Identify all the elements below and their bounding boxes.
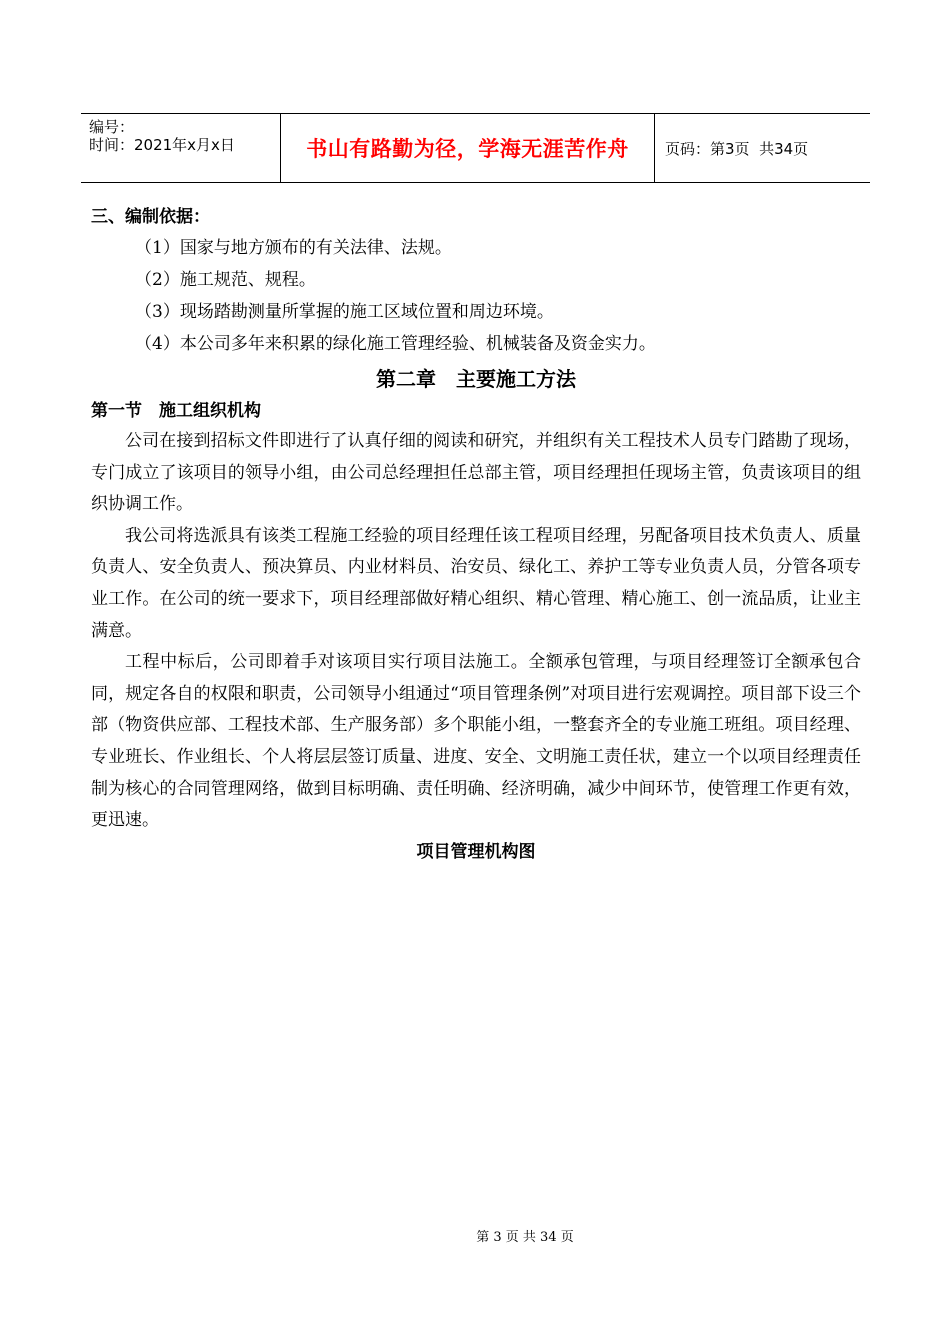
document-number-label: 编号：: [89, 118, 135, 136]
header-table: [81, 113, 870, 183]
figure-title: 项目管理机构图: [416, 841, 536, 862]
page-footer: [0, 1226, 950, 1245]
basis-heading: 三、编制依据：: [91, 207, 210, 227]
header-page-info-cell: [655, 114, 870, 182]
basis-item: （1）国家与地方颁布的有关法律、法规。: [135, 238, 452, 258]
footer-page-number: 第 3 页 共 34 页: [476, 1230, 574, 1245]
chapter-title: 第二章 主要施工方法: [376, 367, 576, 391]
body-paragraph: 工程中标后，公司即着手对该项目实行项目法施工。全额承包管理，与项目经理签订全额承包合同，规定各自的权限和职责，公司领导小组通过“项目管理条例”对项目进行宏观调控。项目部下设三个部（物资供应部、工程技术部、生产服务部）多个职能小组，一整套齐全的专业施工班组。项目经理、专业班长、作业组长、个人将层层签订质量、进度、安全、文明施工责任状，建立一个以项目经理责任制为核心的合同管理网络，做到目标明确、责任明确、经济明确，减少中间环节，使管理工作更有效，更迅速。: [91, 652, 861, 831]
header-left-cell: [81, 114, 281, 182]
section-title: 第一节 施工组织机构: [91, 401, 261, 421]
basis-item: （4）本公司多年来积累的绿化施工管理经验、机械装备及资金实力。: [135, 334, 656, 354]
basis-item: （3）现场踏勘测量所掌握的施工区域位置和周边环境。: [135, 302, 554, 322]
body-paragraph: 公司在接到招标文件即进行了认真仔细的阅读和研究，并组织有关工程技术人员专门踏勘了现场，专门成立了该项目的领导小组，由公司总经理担任总部主管，项目经理担任现场主管，负责该项目的组织协调工作。: [91, 431, 861, 515]
basis-item: （2）施工规范、规程。: [135, 270, 316, 290]
header-motto: 书山有路勤为径，学海无涯苦作舟: [281, 114, 655, 182]
body-paragraph: 我公司将选派具有该类工程施工经验的项目经理任该工程项目经理，另配备项目技术负责人、质量负责人、安全负责人、预决算员、内业材料员、治安员、绿化工、养护工等专业负责人员，分管各项专业工作。在公司的统一要求下，项目经理部做好精心组织、精心管理、精心施工、创一流品质，让业主满意。: [91, 525, 861, 641]
document-date: 时间：2021年x月x日: [89, 136, 235, 154]
header-page-info: 页码：第3页 共34页: [665, 139, 809, 158]
main-content: [91, 202, 861, 867]
